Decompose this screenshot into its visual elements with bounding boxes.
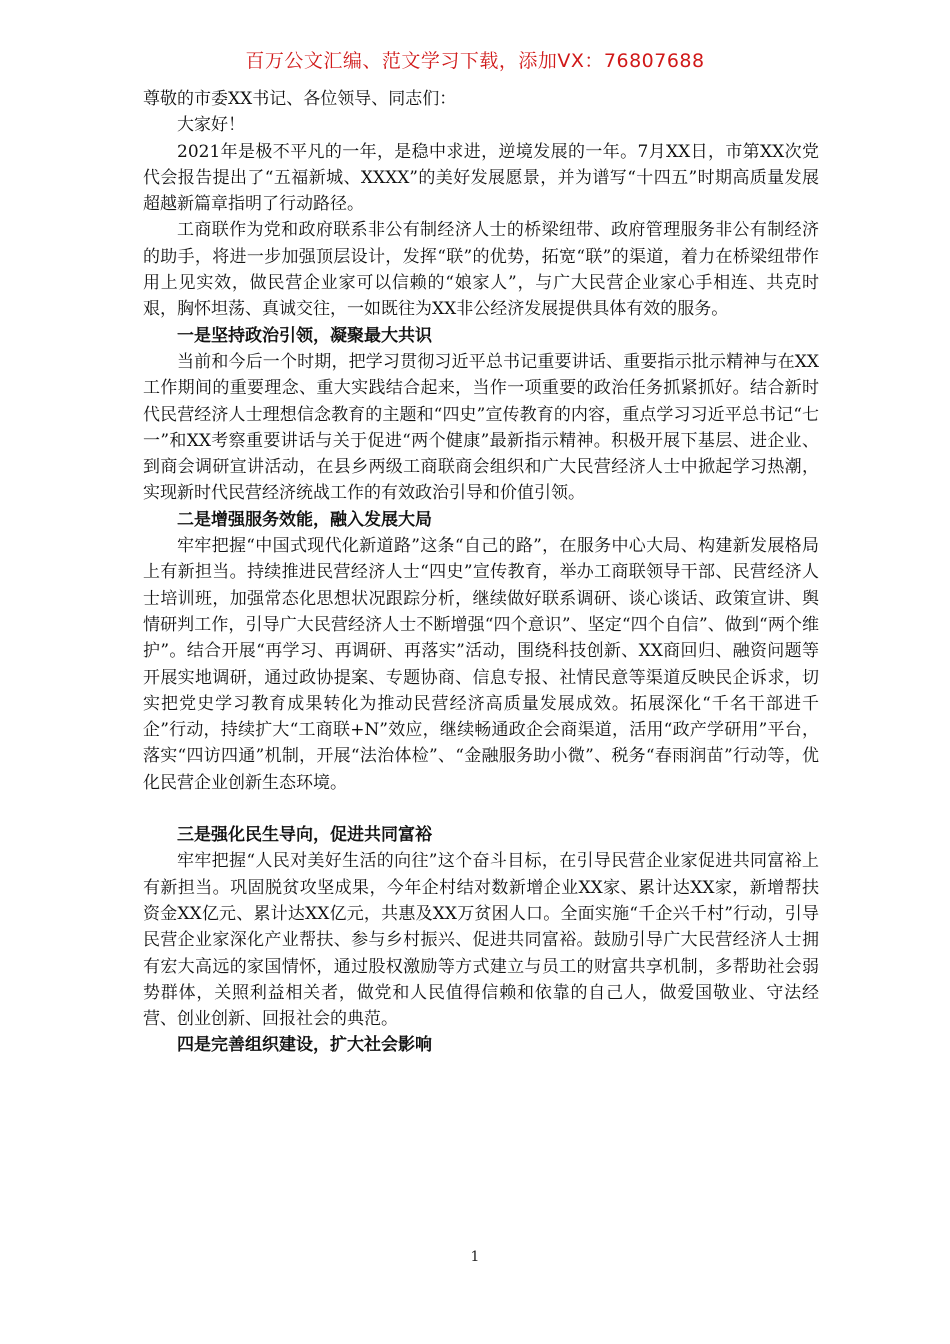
salutation: 尊敬的市委XX书记、各位领导、同志们： [143,89,457,109]
intro-paragraph: 工商联作为党和政府联系非公有制经济人士的桥梁纽带、政府管理服务非公有制经济的助手，将进一步加强顶层设计，发挥“联”的优势，拓宽“联”的渠道，着力在桥梁纽带作用上见实效，做民营企业家可以信赖的“娘家人”，与广大民营企业家心手相连、共克时艰，胸怀坦荡、真诚交往，一如既往为XX非公经济发展提供具体有效的服务。 [143,220,819,320]
section-body-2: 牢牢把握“中国式现代化新道路”这条“自己的路”，在服务中心大局、构建新发展格局上有新担当。持续推进民营经济人士“四史”宣传教育，举办工商联领导干部、民营经济人士培训班，加强常态化思想状况跟踪分析，继续做好联系调研、谈心谈话、政策宣讲、舆情研判工作，引导广大民营经济人士不断增强“四个意识”、坚定“四个自信”、做到“两个维护”。结合开展“再学习、再调研、再落实”活动，围绕科技创新、XX商回归、融资问题等开展实地调研，通过政协提案、专题协商、信息专报、社情民意等渠道反映民企诉求，切实把党史学习教育成果转化为推动民营经济高质量发展成效。拓展深化“千名干部进千企”行动，持续扩大“工商联+N”效应，继续畅通政企会商渠道，活用“政产学研用”平台，落实“四访四通”机制，开展“法治体检”、“金融服务助小微”、税务“春雨润苗”行动等，优化民营企业创新生态环境。 [143,536,819,793]
paragraph-spacer [143,796,819,822]
document-body [143,86,819,1059]
greeting: 大家好！ [177,115,245,136]
header-banner: 百万公文汇编、范文学习下载，添加VX：76807688 [245,50,705,72]
section-heading-3: 三是强化民生导向，促进共同富裕 [177,825,432,846]
section-body-1: 当前和今后一个时期，把学习贯彻习近平总书记重要讲话、重要指示批示精神与在XX工作期间的重要理念、重大实践结合起来，当作一项重要的政治任务抓紧抓好。结合新时代民营经济人士理想信念教育的主题和“四史”宣传教育的内容，重点学习习近平总书记“七一”和XX考察重要讲话与关于促进“两个健康”最新指示精神。积极开展下基层、进企业、到商会调研宣讲活动，在县乡两级工商联商会组织和广大民营经济人士中掀起学习热潮，实现新时代民营经济统战工作的有效政治引导和价值引领。 [143,351,819,504]
section-heading-2: 二是增强服务效能，融入发展大局 [177,509,432,530]
intro-paragraph: 2021年是极不平凡的一年，是稳中求进，逆境发展的一年。7月XX日，市第XX次党代会报告提出了“五福新城、XXXX”的美好发展愿景，并为谱写“十四五”时期高质量发展超越新篇章指明了行动路径。 [143,141,819,215]
section-heading-4: 四是完善组织建设，扩大社会影响 [177,1035,432,1056]
section-heading-1: 一是坚持政治引领，凝聚最大共识 [177,325,432,346]
section-body-3: 牢牢把握“人民对美好生活的向往”这个奋斗目标，在引导民营企业家促进共同富裕上有新担当。巩固脱贫攻坚成果，今年企村结对数新增企业XX家、累计达XX家，新增帮扶资金XX亿元、累计达XX亿元，共惠及XX万贫困人口。全面实施“千企兴千村”行动，引导民营企业家深化产业帮扶、参与乡村振兴、促进共同富裕。鼓励引导广大民营经济人士拥有宏大高远的家国情怀，通过股权激励等方式建立与员工的财富共享机制，多帮助社会弱势群体，关照利益相关者，做党和人民值得信赖和依靠的自己人，做爱国敬业、守法经营、创业创新、回报社会的典范。 [143,851,819,1030]
page-number: 1 [470,1249,480,1265]
